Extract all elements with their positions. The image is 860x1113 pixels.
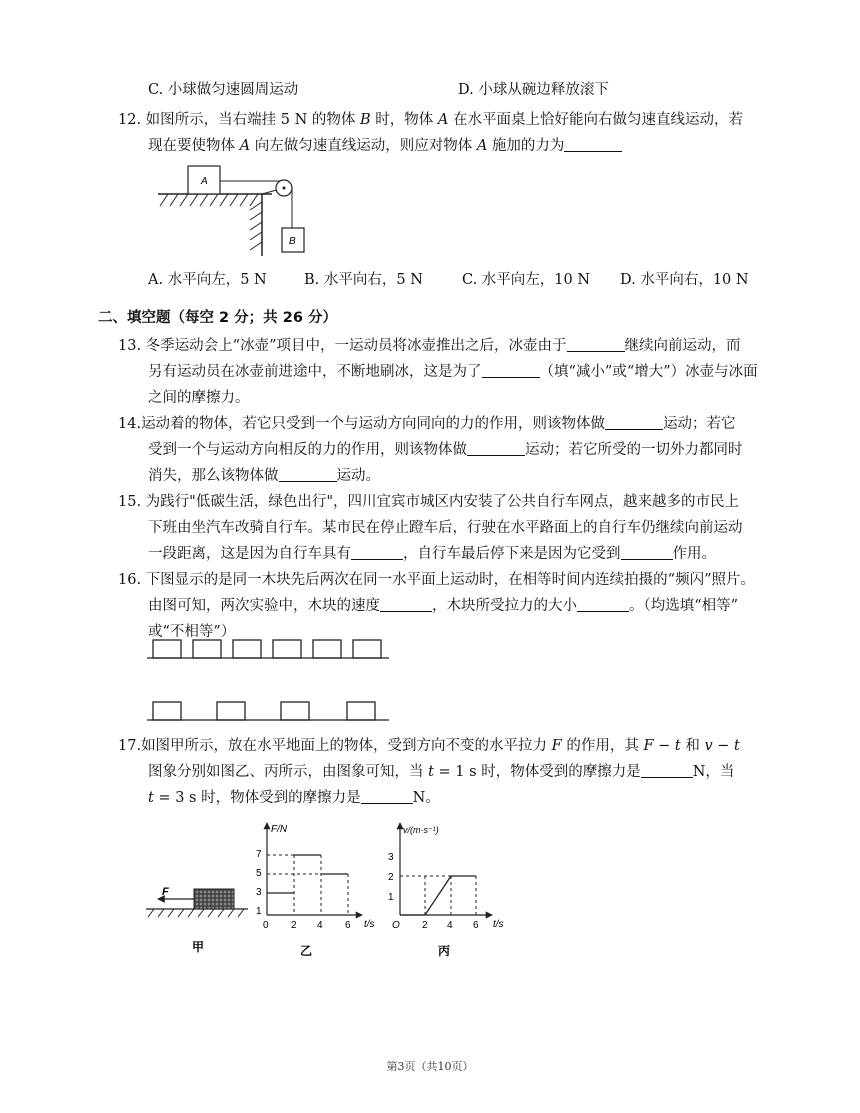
q15-line1: 15. 为践行"低碳生活，绿色出行"，四川宜宾市城区内安装了公共自行车网点，越来越多的市民上 [118, 494, 740, 510]
ft-ytick-3: 3 [256, 887, 262, 898]
q13-line3: 之间的摩擦力。 [148, 390, 250, 406]
block-b-label: B [289, 236, 296, 247]
q14-line3: 消失，那么该物体做 运动。 [148, 468, 380, 484]
ft-ytick-7: 7 [256, 849, 262, 860]
vt-ylabel: v/(m·s⁻¹) [403, 825, 439, 835]
answer-blank[interactable] [621, 545, 673, 560]
answer-blank[interactable] [577, 597, 629, 612]
strobe-row-2 [153, 702, 375, 720]
caption-bing: 丙 [438, 944, 451, 958]
q12-line2: 现在要使物体 A 向左做匀速直线运动，则应对物体 A 施加的力为 [148, 136, 622, 156]
pulley-figure [150, 160, 320, 260]
answer-blank[interactable] [567, 337, 625, 352]
q14-line2: 受到一个与运动方向相反的力的作用，则该物体做 运动；若它所受的一切外力都同时 [148, 442, 743, 458]
strobe-figure [145, 634, 395, 724]
answer-blank[interactable] [380, 597, 432, 612]
answer-blank[interactable] [351, 545, 403, 560]
q12-option-b: B. 水平向右，5 N [304, 272, 423, 288]
ft-xlabel: t/s [364, 919, 375, 930]
force-label: F [162, 886, 169, 898]
answer-blank[interactable] [482, 363, 540, 378]
q13-line2: 另有运动员在冰壶前进途中，不断地刷冰，这是为了 （填“减小”或“增大”）冰壶与冰面 [148, 364, 758, 380]
block-a-label: A [201, 176, 208, 187]
q16-line1: 16. 下图显示的是同一木块先后两次在同一水平面上运动时，在相等时间内连续拍摄的“频闪”照片。 [118, 572, 755, 588]
q11-option-d: D. 小球从碗边释放滚下 [458, 82, 609, 98]
q17-figure [140, 815, 520, 965]
table-hatch [160, 194, 258, 206]
q16-line3: 或“不相等”） [148, 624, 236, 640]
wall-hatch [250, 202, 262, 250]
vt-xtick-2: 2 [422, 920, 428, 931]
ft-xtick-6: 6 [345, 920, 351, 931]
ft-ytick-1: 1 [256, 906, 262, 917]
q12-line1: 12. 如图所示，当右端挂 5 N 的物体 B 时，物体 A 在水平面桌上恰好能向右做匀速直线运动，若 [118, 112, 743, 128]
q12-option-a: A. 水平向左，5 N [148, 272, 267, 288]
q17-line2: 图象分别如图乙、丙所示，由图象可知，当 t = 1 s 时，物体受到的摩擦力是 N，当 [148, 764, 735, 780]
answer-blank[interactable] [564, 137, 622, 152]
ft-xtick-4: 4 [317, 920, 323, 931]
q15-line2: 下班由坐汽车改骑自行车。某市民在停止蹬车后，行驶在水平路面上的自行车仍继续向前运动 [148, 520, 743, 536]
answer-blank[interactable] [361, 789, 413, 804]
strobe-row-1 [153, 640, 381, 658]
section-title: 二、填空题（每空 2 分；共 26 分） [98, 310, 337, 326]
caption-jia: 甲 [192, 940, 205, 954]
figure-yi [256, 823, 375, 958]
q15-line3: 一段距离，这是因为自行车具有 ，自行车最后停下来是因为它受到 作用。 [148, 546, 716, 562]
vt-ytick-3: 3 [388, 852, 394, 863]
vt-series [400, 876, 476, 915]
answer-blank[interactable] [467, 441, 525, 456]
q14-line1: 14.运动着的物体，若它只受到一个与运动方向同向的力的作用，则该物体做 运动；若它 [118, 416, 736, 432]
q12-option-d: D. 水平向右，10 N [620, 272, 749, 288]
q12-option-c: C. 水平向左，10 N [462, 272, 591, 288]
vt-xlabel: t/s [493, 919, 504, 930]
vt-xtick-6: 6 [473, 920, 479, 931]
vt-ytick-1: 1 [388, 892, 394, 903]
q17-line1: 17.如图甲所示，放在水平地面上的物体，受到方向不变的水平拉力 F 的作用，其 F − t 和 v − t [118, 738, 740, 754]
object-block [194, 889, 234, 909]
figure-jia [146, 886, 248, 954]
page-footer: 第3页（共10页） [386, 1060, 474, 1073]
answer-blank[interactable] [605, 415, 663, 430]
q17-line3: t = 3 s 时，物体受到的摩擦力是 N。 [148, 790, 440, 806]
vt-xtick-4: 4 [447, 920, 453, 931]
ft-ylabel: F/N [271, 824, 288, 835]
answer-blank[interactable] [279, 467, 337, 482]
q12-number: 12. [118, 112, 142, 128]
q13-line1: 13. 冬季运动会上“冰壶”项目中，一运动员将冰壶推出之后，冰壶由于 继续向前运动，而 [118, 338, 741, 354]
q16-line2: 由图可知，两次实验中，木块的速度 ，木块所受拉力的大小 。（均选填“相等” [148, 598, 739, 614]
ft-xtick-0: 0 [263, 920, 269, 931]
caption-yi: 乙 [300, 944, 313, 958]
answer-blank[interactable] [641, 763, 693, 778]
figure-bing [388, 823, 504, 958]
vt-xtick-o: O [392, 920, 400, 931]
ft-ytick-5: 5 [256, 868, 262, 879]
q11-option-c: C. 小球做匀速圆周运动 [148, 82, 299, 98]
ft-xtick-2: 2 [291, 920, 297, 931]
vt-ytick-2: 2 [388, 872, 394, 883]
